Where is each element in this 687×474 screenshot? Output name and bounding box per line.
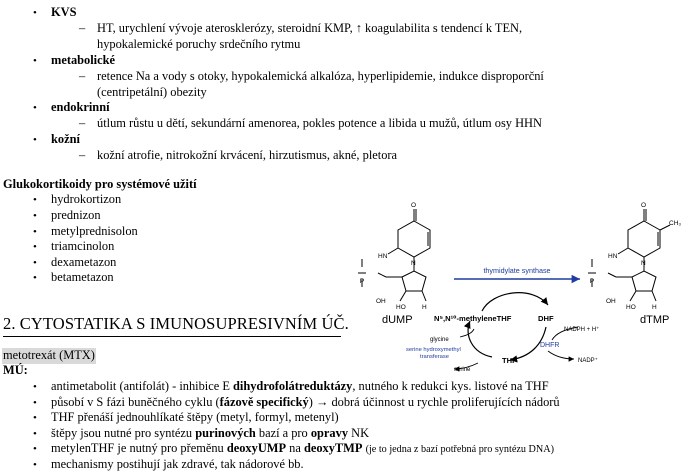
bullet-icon: • <box>33 443 37 455</box>
dtmp-label: dTMP <box>640 314 670 326</box>
mtx-label: metotrexát (MTX) <box>3 348 95 362</box>
svg-text:OH: OH <box>376 298 386 305</box>
nadp-arrow <box>548 351 574 359</box>
nadph-label: NADPH + H⁺ <box>564 327 600 333</box>
svg-text:HN: HN <box>608 253 618 260</box>
side-effect-title-skin: kožní <box>51 132 80 146</box>
mu-item: THF přenáší jednouhlíkaté štěpy (metyl, formyl, metenyl) <box>51 410 339 424</box>
serine-label: serine <box>454 367 471 373</box>
nadp-label: NADP⁺ <box>578 358 598 364</box>
svg-text:H: H <box>422 304 427 311</box>
cycle-arc-left <box>468 321 492 357</box>
section-heading: 2. CYTOSTATIKA S IMUNOSUPRESIVNÍM ÚČ. <box>3 314 349 333</box>
dash-icon: – <box>79 148 86 162</box>
side-effect-text: (centripetální) obezity <box>97 85 207 99</box>
mu-item: metylenTHF je nutný pro přeměnu deoxyUMP na deoxyTMP (je to jedna z bazí potřebná pro syntézu DNA) <box>51 441 554 455</box>
glucocorticoid-title: Glukokortikoidy pro systémové užití <box>3 177 197 191</box>
svg-text:OH: OH <box>606 298 616 305</box>
side-effect-text: hypokalemické poruchy srdečního rytmu <box>97 37 301 51</box>
svg-text:H: H <box>652 304 657 311</box>
bullet-icon: • <box>33 428 37 440</box>
svg-text:N: N <box>411 260 416 267</box>
bullet-icon: • <box>33 55 37 67</box>
bullet-icon: • <box>33 210 37 222</box>
thymidylate-cycle-diagram <box>342 195 687 375</box>
side-effect-text: HT, urychlení vývoje aterosklerózy, steroidní KMP, ↑ koagulabilita s tendencí k TEN, <box>97 21 523 35</box>
dash-icon: – <box>79 116 86 130</box>
mu-item: antimetabolit (antifolát) - inhibice E dihydrofolátreduktázy, nutného k redukci kys. listové na THF <box>51 379 549 393</box>
dash-icon: – <box>79 21 86 35</box>
bullet-icon: • <box>33 412 37 424</box>
svg-text:CH₃: CH₃ <box>669 220 682 227</box>
svg-text:HO: HO <box>626 304 636 311</box>
bullet-icon: • <box>33 241 37 253</box>
drug-item: triamcinolon <box>51 239 115 253</box>
enzyme-thymidylate-synthase: thymidylate synthase <box>483 266 551 275</box>
mu-item: mechanismy postihují jak zdravé, tak nádorové bb. <box>51 457 304 471</box>
side-effect-title-endocrine: endokrinní <box>51 100 110 114</box>
dhfr-label: DHFR <box>540 342 560 349</box>
shmt-label-line1: serine hydroxymethyl <box>406 347 461 353</box>
dtmp-structure <box>588 209 670 301</box>
side-effect-text: útlum růstu u dětí, sekundární amenorea, pokles potence a libida u mužů, útlum osy HHN <box>97 116 542 130</box>
bullet-icon: • <box>33 397 37 409</box>
svg-text:N: N <box>641 260 646 267</box>
svg-text:P: P <box>359 278 365 285</box>
dump-label: dUMP <box>382 314 413 326</box>
side-effect-title-metabolic: metabolické <box>51 53 116 67</box>
svg-text:O: O <box>641 202 647 209</box>
mu-item: působí v S fázi buněčného cyklu (fázově specifický) → dobrá účinnost u rychle proliferujících nádorů <box>51 395 560 409</box>
svg-text:HN: HN <box>378 253 388 260</box>
cycle-arc-top <box>482 293 548 311</box>
glycine-arrow <box>460 329 474 337</box>
drug-item: prednizon <box>51 208 101 222</box>
dump-structure <box>358 209 430 301</box>
side-effect-text: retence Na a vody s otoky, hypokalemická alkalóza, hyperlipidemie, indukce disproporční <box>97 69 544 83</box>
dump-atom-labels <box>360 202 427 311</box>
dtmp-atom-labels <box>590 202 682 311</box>
bullet-icon: • <box>33 226 37 238</box>
drug-item: betametazon <box>51 270 114 284</box>
mu-label: MÚ: <box>3 363 28 377</box>
bullet-icon: • <box>33 459 37 471</box>
bullet-icon: • <box>33 102 37 114</box>
mu-item: štěpy jsou nutné pro syntézu purinových bazí a pro opravy NK <box>51 426 370 440</box>
bullet-icon: • <box>33 194 37 206</box>
bullet-icon: • <box>33 134 37 146</box>
side-effect-text: kožní atrofie, nitrokožní krvácení, hirzutismus, akné, pletora <box>97 148 398 162</box>
drug-item: metylprednisolon <box>51 224 138 238</box>
heading-underline <box>3 336 341 337</box>
svg-text:P: P <box>589 278 595 285</box>
shmt-label-line2: transferase <box>420 354 449 360</box>
glycine-label: glycine <box>430 337 449 343</box>
svg-text:HO: HO <box>396 304 406 311</box>
dhf-label: DHF <box>538 314 554 323</box>
bullet-icon: • <box>33 7 37 19</box>
drug-item: hydrokortizon <box>51 192 122 206</box>
bullet-icon: • <box>33 381 37 393</box>
bullet-icon: • <box>33 272 37 284</box>
methylene-thf-label: N⁵,N¹⁰-methyleneTHF <box>434 314 512 323</box>
thf-label: THF <box>502 356 517 365</box>
drug-item: dexametazon <box>51 255 117 269</box>
dash-icon: – <box>79 69 86 83</box>
svg-text:O: O <box>411 202 417 209</box>
bullet-icon: • <box>33 257 37 269</box>
side-effect-title-kvs: KVS <box>51 5 77 19</box>
